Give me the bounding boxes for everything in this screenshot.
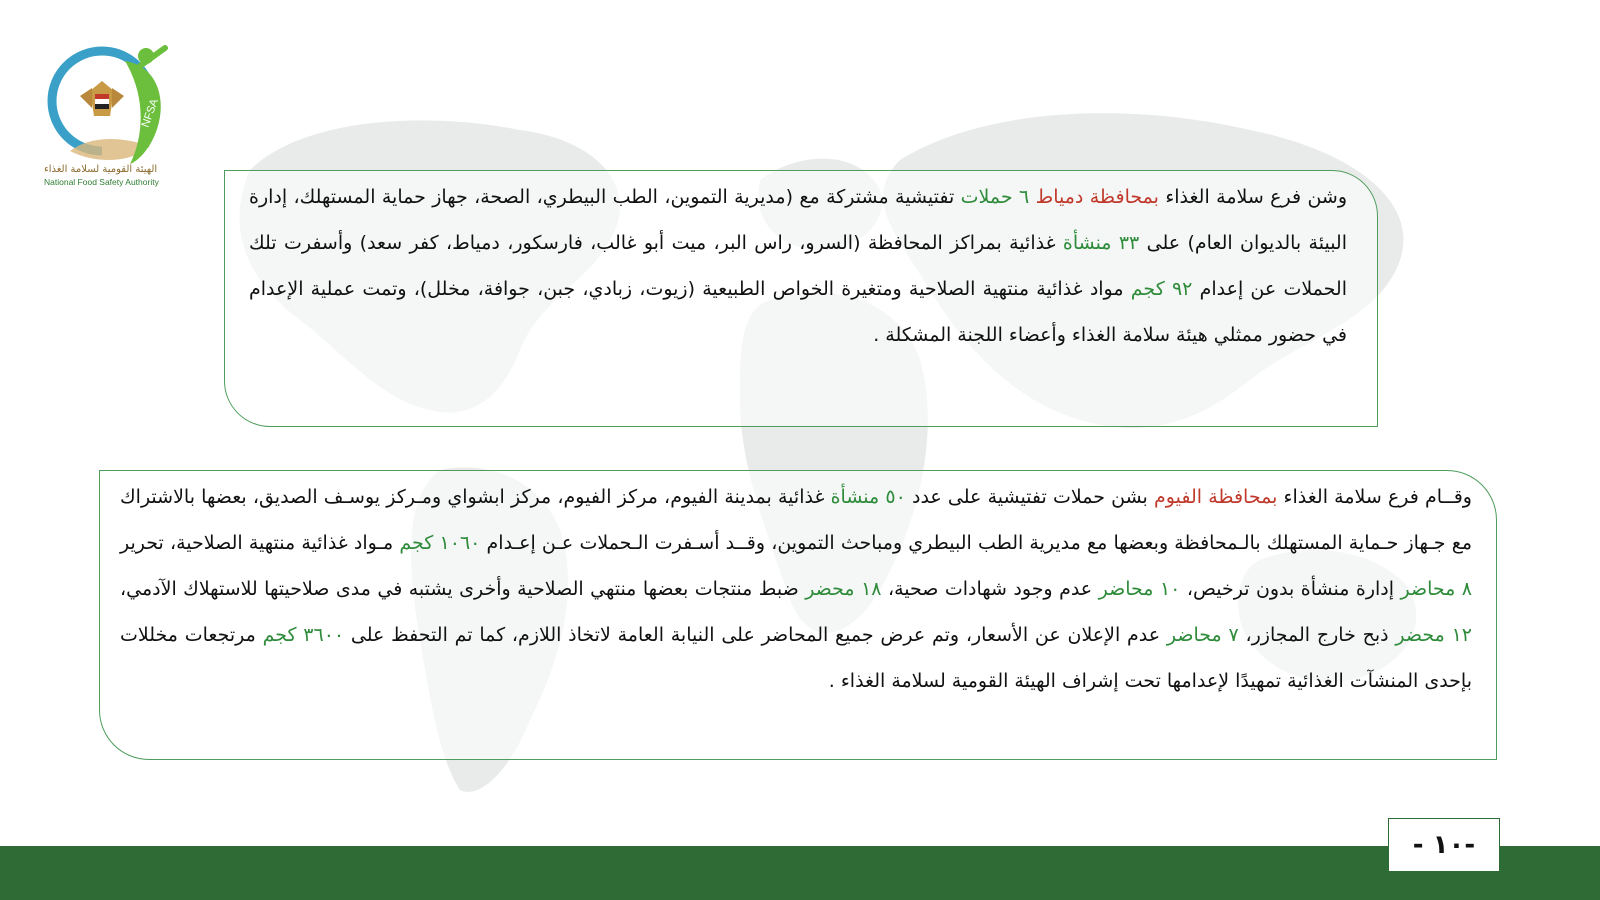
text-run: مـواد غذائية منتهية الصلاحية، تحرير xyxy=(120,532,400,554)
text-run: تفتيشية مشتركة مع (مديرية التموين، الطب البيطري، الصحة، جهاز حماية المستهلك، إدارة البيئة بالديوان العام) على xyxy=(249,186,1347,254)
text-run: غذائية بمدينة الفيوم، مركز الفيوم، مركز ابشواي ومـركز يوسـف الصديق، بعضها بالاشتراك مع جـهاز حـماية المستهلك بالـمحافظة وبعضها مع مديرية الطب البيطري ومباحث التموين، وقــد أسـفرت الـحملات عـن إعـدام xyxy=(120,486,1473,554)
fayoum-campaign-text xyxy=(99,470,1497,760)
highlight-figure: ٦ حملات xyxy=(960,186,1030,208)
text-run: غذائية بمراكز المحافظة (السرو، راس البر، ميت أبو غالب، فارسكور، دمياط، كفر سعد) وأسفرت تلك الحملات عن إعدام xyxy=(249,232,1347,300)
text-run: بشن حملات تفتيشية على عدد xyxy=(905,486,1155,508)
governorate-name: بمحافظة دمياط xyxy=(1035,186,1159,208)
highlight-figure: ١٨ محضر xyxy=(805,578,882,600)
text-run: مرتجعات مخللات بإحدى المنشآت الغذائية تمهيدًا لإعدامها تحت إشراف الهيئة القومية لسلامة الغذاء . xyxy=(120,624,1472,692)
highlight-figure: ٩٢ كجم xyxy=(1130,278,1193,300)
text-run: إدارة منشأة بدون ترخيص، xyxy=(1180,578,1401,600)
text-run: ذبح خارج المجازر، xyxy=(1238,624,1396,646)
highlight-figure: ٣٣ منشأة xyxy=(1062,232,1140,254)
text-run: ضبط منتجات بعضها منتهي الصلاحية وأخرى يشتبه في مدى صلاحيتها للاستهلاك الآدمي، xyxy=(120,578,806,600)
damietta-campaign-text xyxy=(224,170,1378,427)
highlight-figure: ٧ محاضر xyxy=(1166,624,1239,646)
highlight-figure: ١٠ محاضر xyxy=(1098,578,1181,600)
highlight-figure: ٨ محاضر xyxy=(1400,578,1473,600)
page-number: - ١٠- xyxy=(1388,818,1500,872)
highlight-figure: ١٠٦٠ كجم xyxy=(399,532,481,554)
logo-emblem-text: NFSA xyxy=(139,97,161,130)
text-run: وقــام فرع سلامة الغذاء xyxy=(1277,486,1472,508)
text-run: وشن فرع سلامة الغذاء xyxy=(1158,186,1347,208)
text-run: عدم الإعلان عن الأسعار، وتم عرض جميع المحاضر على النيابة العامة لاتخاذ اللازم، كما تم التحفظ على xyxy=(344,624,1167,646)
governorate-name: بمحافظة الفيوم xyxy=(1154,486,1278,508)
highlight-figure: ١٢ محضر xyxy=(1395,624,1472,646)
eagle-emblem-icon xyxy=(80,81,124,116)
highlight-figure: ٣٦٠٠ كجم xyxy=(262,624,345,646)
text-run: عدم وجود شهادات صحية، xyxy=(881,578,1099,600)
text-run: مواد غذائية منتهية الصلاحية ومتغيرة الخواص الطبيعية (زيوت، زبادي، جبن، جوافة، مخلل)، وتمت عملية الإعدام في حضور ممثلي هيئة سلامة الغذاء وأعضاء اللجنة المشكلة . xyxy=(249,278,1347,346)
footer-bar xyxy=(0,846,1600,900)
highlight-figure: ٥٠ منشأة xyxy=(830,486,906,508)
logo-name-arabic: الهيئة القومية لسلامة الغذاء xyxy=(44,164,158,175)
logo-name-english: National Food Safety Authority xyxy=(44,177,159,187)
